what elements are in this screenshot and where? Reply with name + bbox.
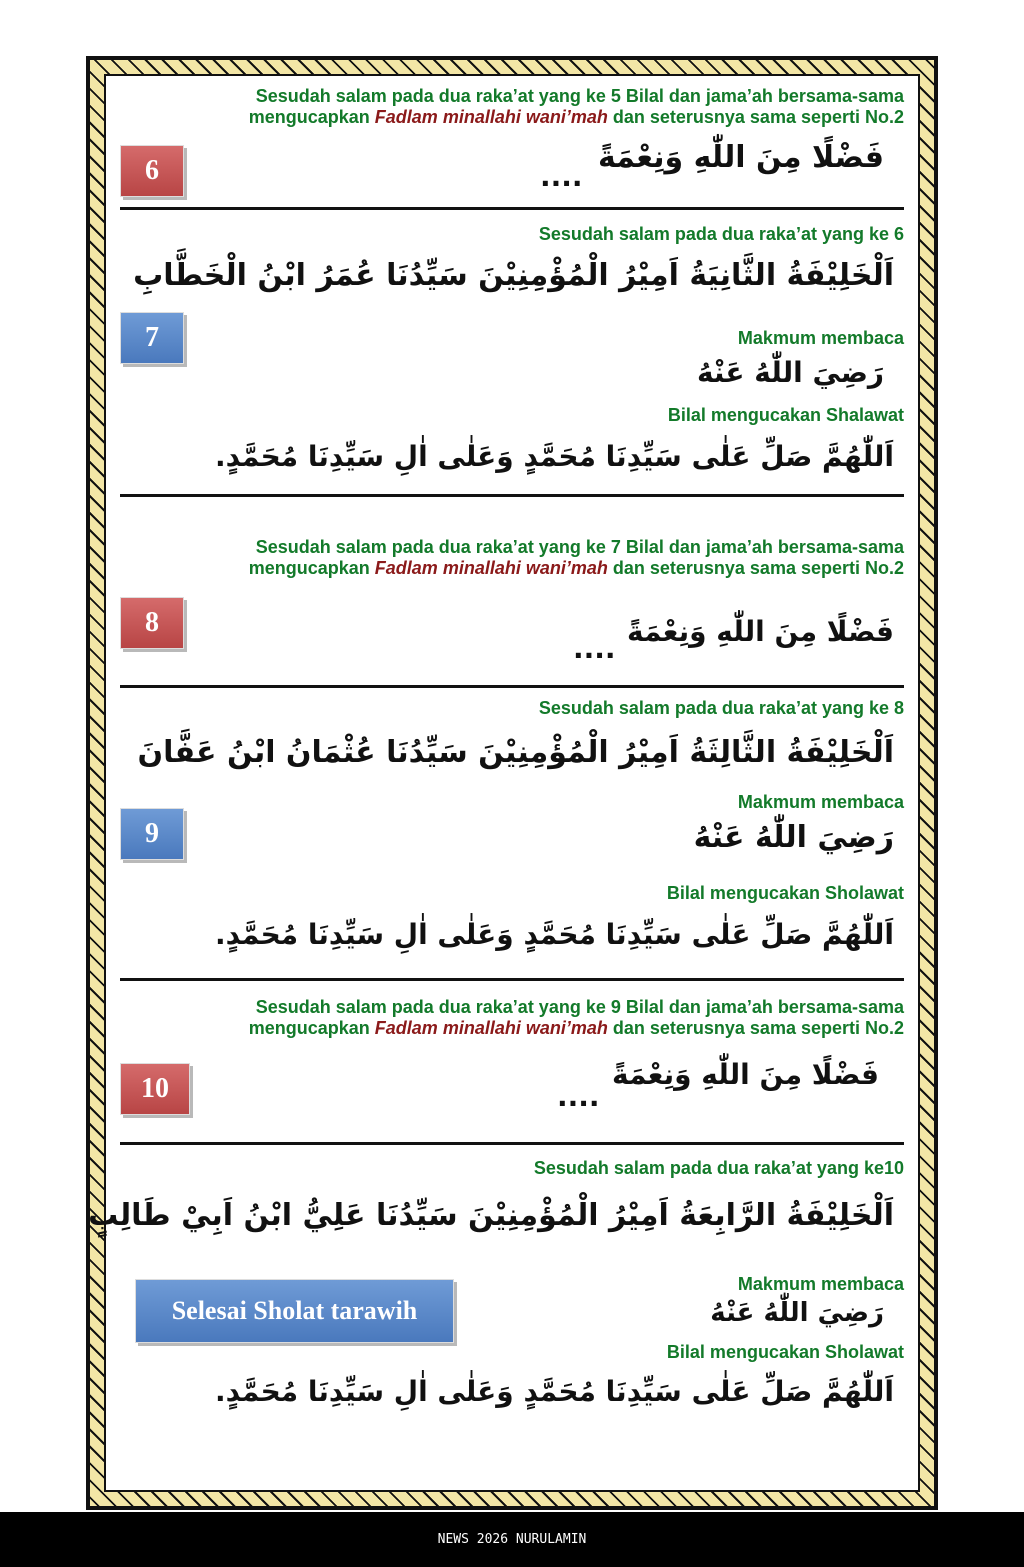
line2-pre: mengucapkan <box>248 107 375 127</box>
makmum-label-9: Makmum membaca <box>737 792 904 812</box>
heading-7: Sesudah salam pada dua raka’at yang ke 6 <box>538 224 904 244</box>
footer-bar <box>0 1512 1024 1567</box>
line2-post: dan seterusnya sama seperti No.2 <box>607 107 904 127</box>
number-badge-10: 10 <box>120 1063 190 1115</box>
instruction-line2 <box>249 558 904 579</box>
fadlam-phrase: Fadlam minallahi wani’mah <box>374 1018 608 1038</box>
line2-pre: mengucapkan <box>248 558 375 578</box>
divider <box>120 1142 904 1145</box>
makmum-label-11: Makmum membaca <box>737 1274 904 1294</box>
ellipsis-10: .... <box>557 1080 600 1113</box>
arabic-shalawat-11: اَللّٰهُمَّ صَلِّ عَلٰى سَيِّدِنَا مُحَمَّدٍ وَعَلٰى اٰلِ سَيِّدِنَا مُحَمَّدٍ. <box>215 1375 894 1408</box>
arabic-radhi-9: رَضِيَ اللّٰهُ عَنْهُ <box>693 820 894 855</box>
number-badge-6: 6 <box>120 145 184 197</box>
instruction-6 <box>249 86 904 128</box>
heading-9: Sesudah salam pada dua raka’at yang ke 8 <box>538 698 904 718</box>
number-badge-9: 9 <box>120 808 184 860</box>
ellipsis-8: .... <box>573 632 616 665</box>
line2-post: dan seterusnya sama seperti No.2 <box>607 558 904 578</box>
arabic-khalifah-2: اَلْخَلِيْفَةُ الثَّانِيَةُ اَمِيْرُ الْمُؤْمِنِيْنَ سَيِّدُنَا عُمَرُ ابْنُ الْخَطَّابِ <box>133 258 894 293</box>
instruction-line1: Sesudah salam pada dua raka’at yang ke 7 Bilal dan jama’ah bersama-sama <box>255 537 904 557</box>
divider <box>120 978 904 981</box>
bilal-label-11: Bilal mengucakan Sholawat <box>666 1342 904 1362</box>
line2-post: dan seterusnya sama seperti No.2 <box>607 1018 904 1038</box>
number-badge-7: 7 <box>120 312 184 364</box>
ellipsis-6: .... <box>540 160 583 193</box>
divider <box>120 494 904 497</box>
number-badge-8: 8 <box>120 597 184 649</box>
fadlam-phrase: Fadlam minallahi wani’mah <box>374 558 608 578</box>
divider <box>120 685 904 688</box>
arabic-radhi-11: رَضِيَ اللّٰهُ عَنْهُ <box>710 1298 884 1328</box>
arabic-khalifah-3: اَلْخَلِيْفَةُ الثَّالِثَةُ اَمِيْرُ الْمُؤْمِنِيْنَ سَيِّدُنَا عُثْمَانُ ابْنُ عَفَّانَ <box>137 735 894 770</box>
arabic-radhi-7: رَضِيَ اللّٰهُ عَنْهُ <box>696 356 884 389</box>
divider <box>120 207 904 210</box>
instruction-8 <box>249 537 904 579</box>
instruction-line2 <box>249 107 904 128</box>
makmum-label-7: Makmum membaca <box>737 328 904 348</box>
bilal-label-7: Bilal mengucakan Shalawat <box>667 405 904 425</box>
arabic-fadlam-10: فَضْلًا مِنَ اللّٰهِ وَنِعْمَةً <box>612 1058 879 1091</box>
arabic-shalawat-9: اَللّٰهُمَّ صَلِّ عَلٰى سَيِّدِنَا مُحَمَّدٍ وَعَلٰى اٰلِ سَيِّدِنَا مُحَمَّدٍ. <box>215 918 894 951</box>
heading-11: Sesudah salam pada dua raka’at yang ke10 <box>533 1158 904 1178</box>
arabic-khalifah-4: اَلْخَلِيْفَةُ الرَّابِعَةُ اَمِيْرُ الْمُؤْمِنِيْنَ سَيِّدُنَا عَلِيُّ ابْنُ اَبِيْ طَالِبٍ <box>88 1198 894 1233</box>
instruction-line1: Sesudah salam pada dua raka’at yang ke 5 Bilal dan jama’ah bersama-sama <box>255 86 904 106</box>
arabic-shalawat-7: اَللّٰهُمَّ صَلِّ عَلٰى سَيِّدِنَا مُحَمَّدٍ وَعَلٰى اٰلِ سَيِّدِنَا مُحَمَّدٍ. <box>215 440 894 473</box>
fadlam-phrase: Fadlam minallahi wani’mah <box>374 107 608 127</box>
line2-pre: mengucapkan <box>248 1018 375 1038</box>
footer-text: NEWS 2026 NURULAMIN <box>437 1532 587 1547</box>
instruction-line1: Sesudah salam pada dua raka’at yang ke 9 Bilal dan jama’ah bersama-sama <box>255 997 904 1017</box>
instruction-10 <box>249 997 904 1039</box>
arabic-fadlam-6: فَضْلًا مِنَ اللّٰهِ وَنِعْمَةً <box>597 140 884 175</box>
instruction-line2 <box>249 1018 904 1039</box>
arabic-fadlam-8: فَضْلًا مِنَ اللّٰهِ وَنِعْمَةً <box>627 615 894 648</box>
finish-banner: Selesai Sholat tarawih <box>135 1279 454 1343</box>
bilal-label-9: Bilal mengucakan Sholawat <box>666 883 904 903</box>
